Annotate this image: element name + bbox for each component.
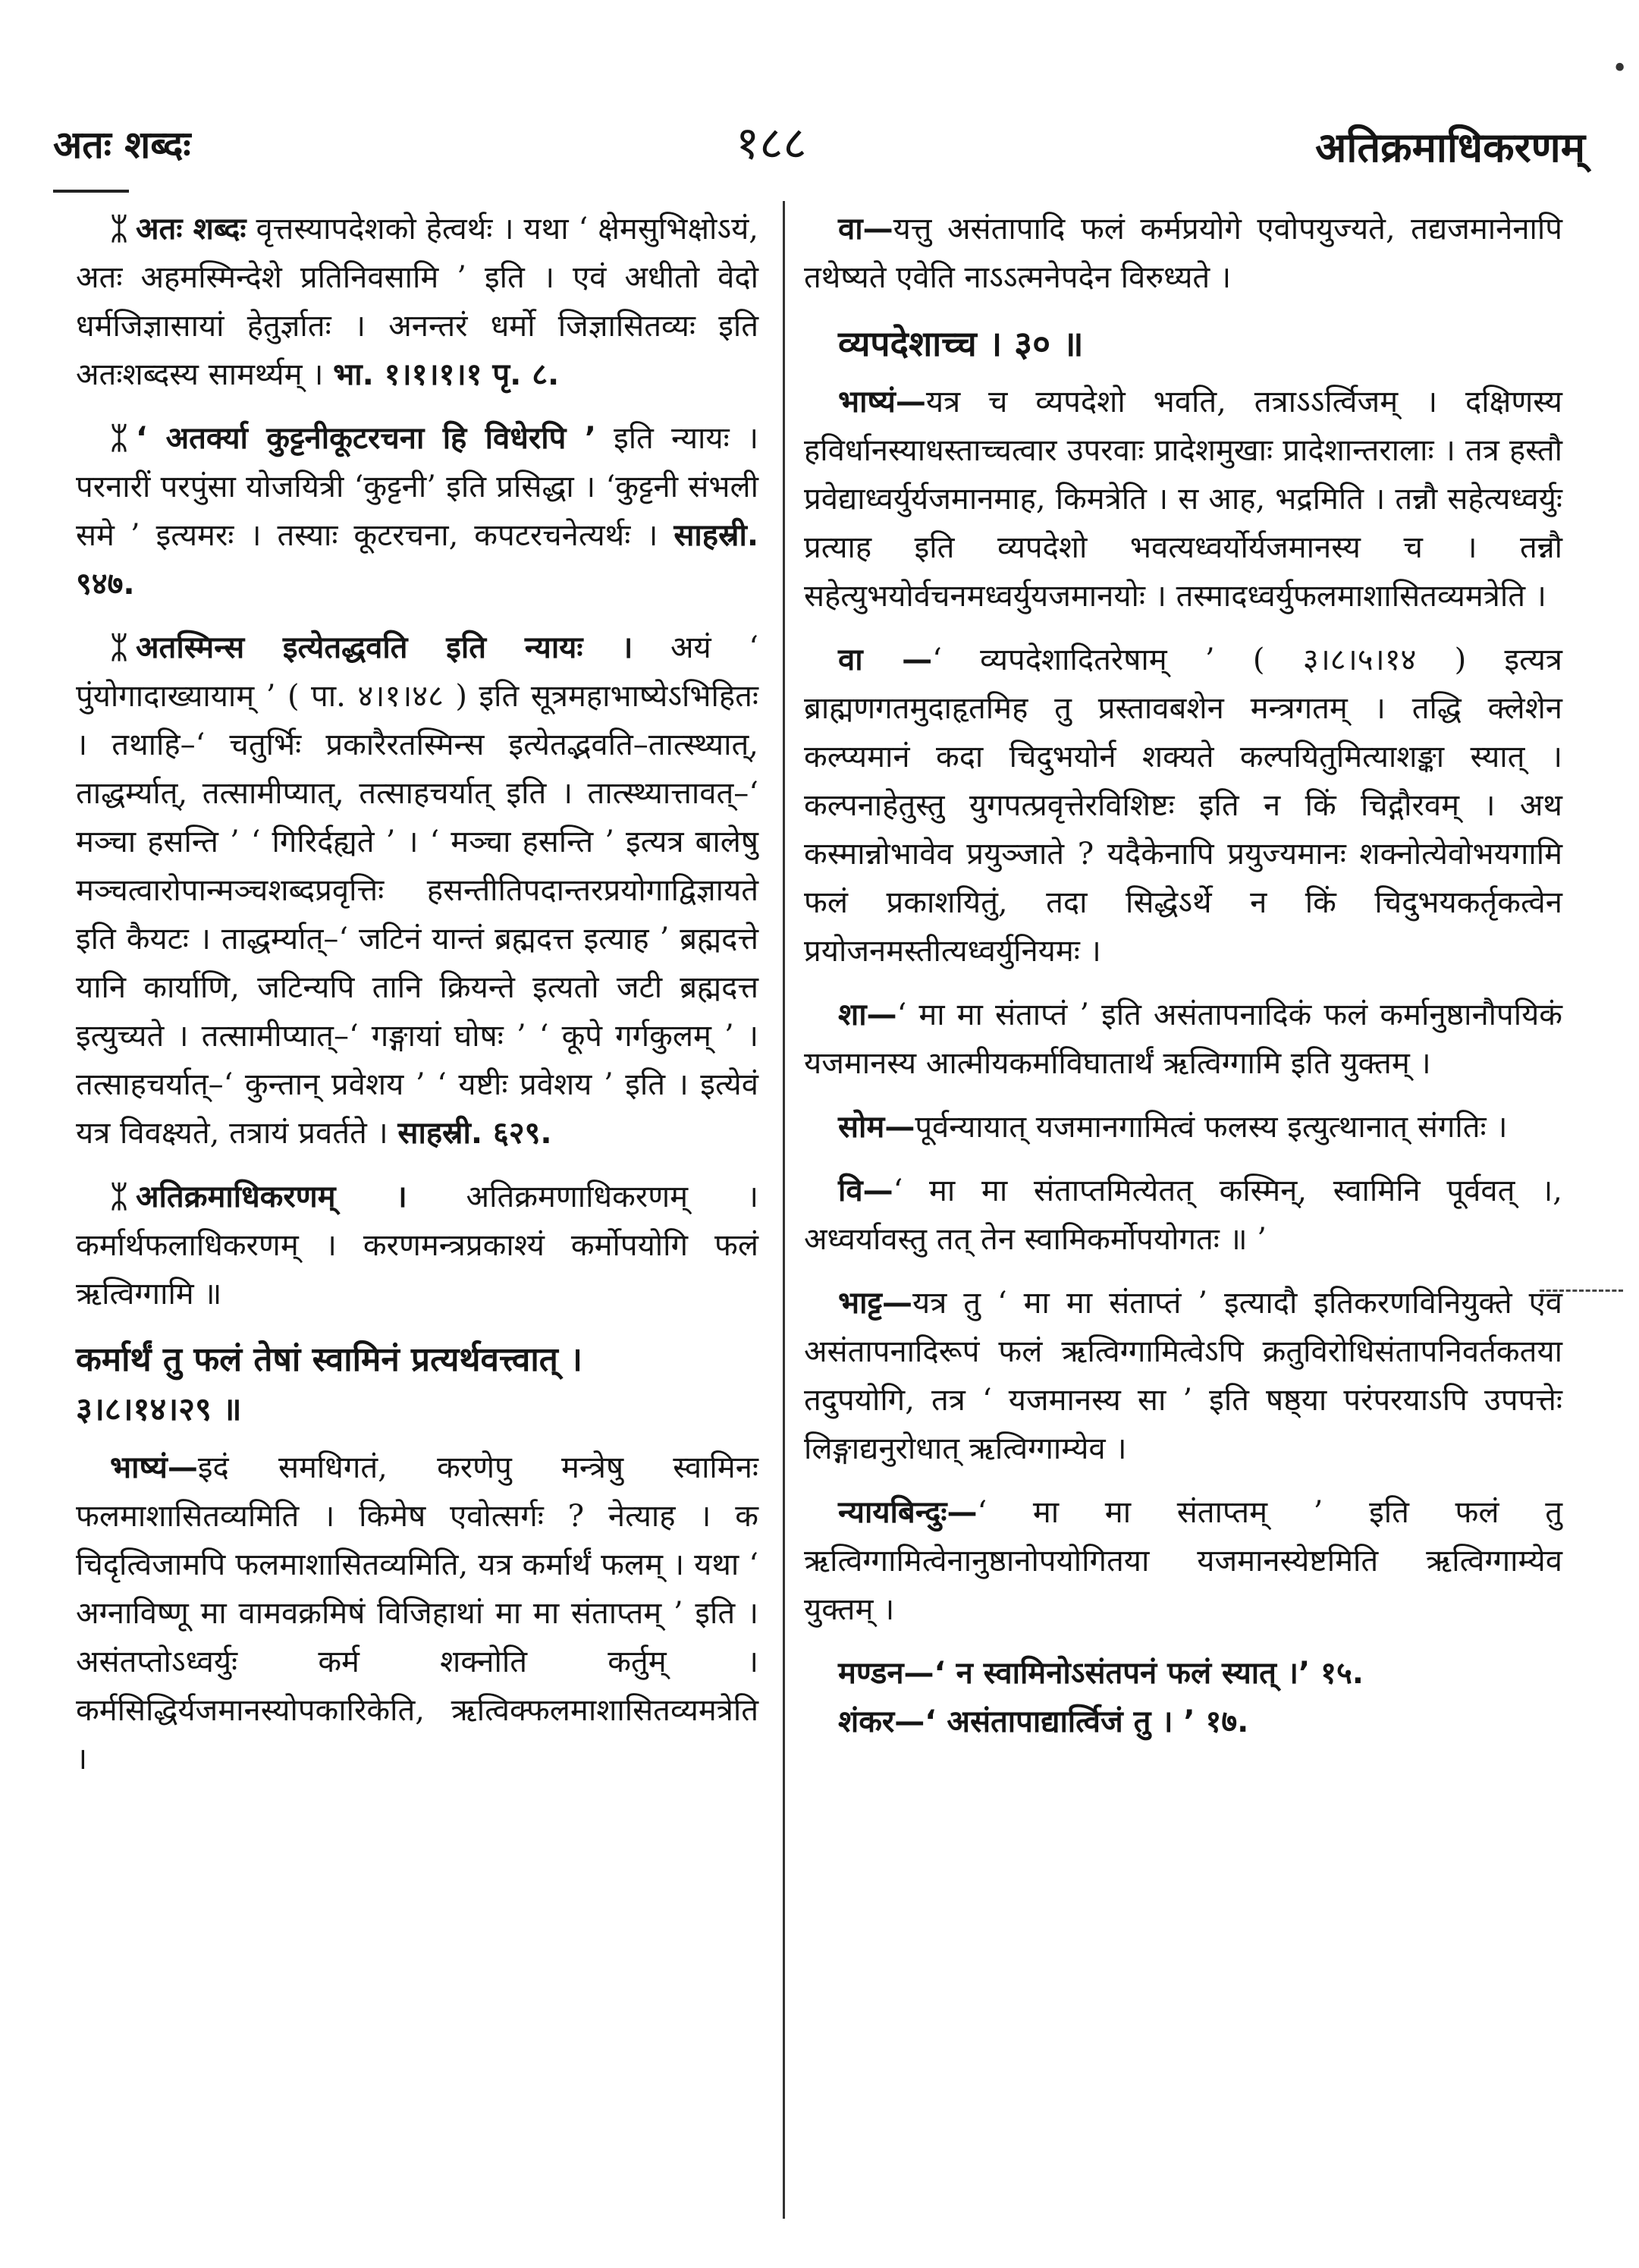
commentary-label: शंकर— — [838, 1704, 925, 1739]
commentary-label: वि— — [838, 1173, 893, 1208]
header-rule — [53, 190, 129, 193]
commentary-text: पूर्वन्यायात् यजमानगामित्वं फलस्य इत्युत्थानात् संगतिः । — [915, 1110, 1508, 1145]
entry-marker-icon: ᛯ — [110, 420, 128, 456]
commentary-text: यत्तु असंतापादि फलं कर्मप्रयोगे एवोपयुज्यते, तद्यजमानेनापि तथेष्यते एवेति नाऽऽत्मनेपदेन विरुध्यते । — [804, 212, 1562, 295]
commentary-vi — [804, 1167, 1562, 1264]
commentary-nyayabindu — [804, 1488, 1562, 1634]
entry-atah-shabdah — [76, 205, 758, 399]
commentary-label: शा— — [838, 997, 897, 1032]
commentary-bhashya — [804, 378, 1562, 620]
entry-text: अयं ‘ पुंयोगादाख्यायाम् ’ ( पा. ४।१।४८ ) इति सूत्रमहाभाष्येऽभिहितः । तथाहि–‘ चतुर्भिः प्रकारैरतस्मिन्स इत्येतद्भवति–तात्स्थ्यात्, ताद्धर्म्यात्, तत्सामीप्यात्, तत्साहचर्यात् इति । तात्स्थ्यात्तावत्–‘ मञ्चा हसन्ति ’ ‘ गिरिर्दह्यते ’ । ‘ मञ्चा हसन्ति ’ इत्यत्र बालेषु मञ्चत्वारोपान्मञ्चशब्दप्रवृत्तिः हसन्तीतिपदान्तरप्रयोगाद्विज्ञायते इति कैयटः । ताद्धर्म्यात्–‘ जटिनं यान्तं ब्रह्मदत्त इत्याह ’ ब्रह्मदत्ते यानि कार्याणि, जटिन्यपि तानि क्रियन्ते इत्यतो जटी ब्रह्मदत्त इत्युच्यते । तत्सामीप्यात्–‘ गङ्गायां घोषः ’ ‘ कूपे गर्गकुलम् ’ । तत्साहचर्यात्–‘ कुन्तान् प्रवेशय ’ ‘ यष्टीः प्रवेशय ’ इति । इत्येवं यत्र विवक्ष्यते, तत्रायं प्रवर्तते । — [76, 630, 758, 1151]
commentary-text: ‘ मा मा संताप्तम् ’ इति फलं तु ऋत्विग्गामित्वेनानुष्ठानोपयोगितया यजमानस्येष्टमिति ऋत्विग्गाम्येव युक्तम् । — [804, 1495, 1562, 1627]
commentary-label: वा — — [838, 642, 933, 677]
entry-atikrama — [76, 1173, 758, 1318]
bhashya-text: इदं समधिगतं, करणेपु मन्त्रेषु स्वामिनः फलमाशासितव्यमिति । किमेष एवोत्सर्गः ? नेत्याह । क चिदृत्विजामपि फलमाशासितव्यमिति, यत्र कर्मार्थं फलम् । यथा ‘ अग्नाविष्णू मा वामवक्रमिषं विजिहाथां मा मा संताप्तम् ’ इति । असंतप्तोऽध्वर्युः कर्म शक्नोति कर्तुम् । कर्मसिद्धिर्यजमानस्योपकारिकेति, ऋत्विक्फलमाशासितव्यमत्रेति । — [76, 1450, 758, 1776]
sutra-text: कर्मार्थं तु फलं तेषां स्वामिनं प्रत्यर्थवत्त्वात् । — [76, 1340, 582, 1379]
entry-marker-icon: ᛯ — [110, 630, 128, 665]
footer-mandana — [804, 1649, 1562, 1698]
entry-source: साहस्री. ६२९. — [397, 1116, 552, 1151]
sutra-number: ३।८।१४।२९ ॥ — [76, 1390, 242, 1428]
page-number: १८८ — [736, 117, 807, 170]
bhashya-left — [76, 1443, 758, 1783]
column-divider — [783, 201, 785, 2219]
right-column — [804, 205, 1562, 1761]
entry-lemma: अतः शब्दः — [136, 212, 246, 247]
commentary-label: भाष्यं— — [838, 385, 926, 419]
commentary-text: ‘ व्यपदेशादितरेषाम् ’ ( ३।८।५।१४ ) इत्यत्र ब्राह्मणगतमुदाहृतमिह तु प्रस्तावबशेन मन्त्रगतम् । तद्धि क्लेशेन कल्प्यमानं कदा चिदुभयोर्न शक्यते कल्पयितुमित्याशङ्का स्यात् । कल्पनाहेतुस्तु युगपत्प्रवृत्तेरविशिष्टः इति न किं चिद्गौरवम् । अथ कस्मान्नोभावेव प्रयुञ्जाते ? यदैकेनापि प्रयुज्यमानः शक्नोत्येवोभयगामि फलं प्रकाशयितुं, तदा सिद्धेऽर्थे न किं चिदुभयकर्तृकत्वेन प्रयोजनमस्तीत्यध्वर्युनियमः । — [804, 642, 1562, 969]
commentary-soma — [804, 1103, 1562, 1151]
left-column — [76, 205, 758, 1798]
entry-marker-icon: ᛯ — [110, 211, 128, 247]
entry-atasmin — [76, 624, 758, 1158]
commentary-label: न्यायबिन्दुः— — [838, 1495, 978, 1530]
bhashya-label: भाष्यं— — [110, 1450, 198, 1485]
commentary-label: मण्डन— — [838, 1656, 934, 1691]
page-header — [38, 102, 1608, 186]
commentary-text: ‘ मा मा संताप्तं ’ इति असंतापनादिकं फलं कर्मानुष्ठानौपयिकं यजमानस्य आत्मीयकर्माविघातार्थं ऋत्विग्गामि इति युक्तम् । — [804, 997, 1562, 1081]
entry-text: अतिक्रमणाधिकरणम् । कर्मार्थफलाधिकरणम् । करणमन्त्रप्रकाश्यं कर्मोपयोगि फलं ऋत्विग्गामि ॥ — [76, 1180, 758, 1311]
entry-atarkya — [76, 414, 758, 608]
commentary-text: ‘ न स्वामिनोऽसंतपनं फलं स्यात् ।’ १५. — [934, 1656, 1364, 1691]
commentary-sha — [804, 991, 1562, 1088]
running-head-right: अतिक्रमाधिकरणम् — [1315, 124, 1585, 171]
commentary-va — [804, 205, 1562, 302]
entry-marker-icon: ᛯ — [110, 1179, 128, 1214]
entry-text: इति न्यायः । परनारीं परपुंसा योजयित्री ‘कुट्टनी’ इति प्रसिद्धा । ‘कुट्टनी संभली समे ’ इत्यमरः । तस्याः कूटरचना, कपटरचनेत्यर्थः । — [76, 421, 758, 553]
commentary-text: यत्र तु ‘ मा मा संताप्तं ’ इत्यादौ इतिकरणविनियुक्ते एव असंतापनादिरूपं फलं ऋत्विग्गामित्वेऽपि क्रतुविरोधिसंतापनिवर्तकतया तदुपयोगि, तत्र ‘ यजमानस्य सा ’ इति षष्ठ्या परंपरयाऽपि उपपत्तेः लिङ्गाद्यनुरोधात् ऋत्विग्गाम्येव । — [804, 1286, 1562, 1466]
commentary-label: सोम— — [838, 1110, 915, 1145]
commentary-text: ‘ मा मा संताप्तमित्येतत् कस्मिन्, स्वामिनि पूर्ववत् ।, अध्वर्यावस्तु तत् तेन स्वामिकर्मोपयोगतः ॥ ’ — [804, 1173, 1562, 1257]
commentary-text: ‘ असंतापाद्यार्त्विजं तु । ’ १७. — [925, 1704, 1249, 1739]
entry-source: साहस्री. ९४७. — [76, 518, 759, 602]
running-head-left: अतः शब्दः — [53, 123, 191, 167]
entry-text: वृत्तस्यापदेशको हेत्वर्थः । यथा ‘ क्षेमसुभिक्षोऽयं, अतः अहमस्मिन्देशे प्रतिनिवसामि ’ इति । एवं अधीतो वेदो धर्मजिज्ञासायां हेतुर्ज्ञातः । अनन्तरं धर्मो जिज्ञासितव्यः इति अतःशब्दस्य सामर्थ्यम् । — [76, 212, 758, 392]
commentary-label: वा— — [838, 212, 893, 247]
commentary-bhatta — [804, 1279, 1562, 1473]
commentary-label: भाट्ट— — [838, 1286, 913, 1321]
commentary-va-2 — [804, 636, 1562, 975]
footer-shankara — [804, 1698, 1562, 1746]
entry-lemma: अतस्मिन्स इत्येतद्धवति इति न्यायः । — [136, 630, 633, 665]
edge-mark: • — [1612, 53, 1628, 84]
entry-source: भा. १।१।१।१ पृ. ८. — [333, 357, 560, 392]
sutra-heading: व्यपदेशाच्च । ३० ॥ — [838, 323, 1084, 364]
commentary-text: यत्र च व्यपदेशो भवति, तत्राऽऽर्त्विजम् । दक्षिणस्य हविर्धानस्याधस्ताच्चत्वार उपरवाः प्रादेशमुखाः प्रादेशान्तरालाः । तत्र हस्तौ प्रवेद्याध्वर्युर्यजमानमाह, किमत्रेति । स आह, भद्रमिति । तन्नौ सहेत्यध्वर्युः प्रत्याह इति व्यपदेशो भवत्यध्वर्योर्यजमानस्य च । तन्नौ सहेत्युभयोर्वचनमध्वर्युयजमानयोः । तस्मादध्वर्युफलमाशासितव्यमत्रेति । — [804, 385, 1562, 614]
entry-lemma: ‘ अतर्क्या कुट्टनीकूटरचना हि विधेरपि ’ — [136, 421, 596, 456]
entry-lemma: अतिक्रमाधिकरणम् । — [136, 1180, 407, 1214]
